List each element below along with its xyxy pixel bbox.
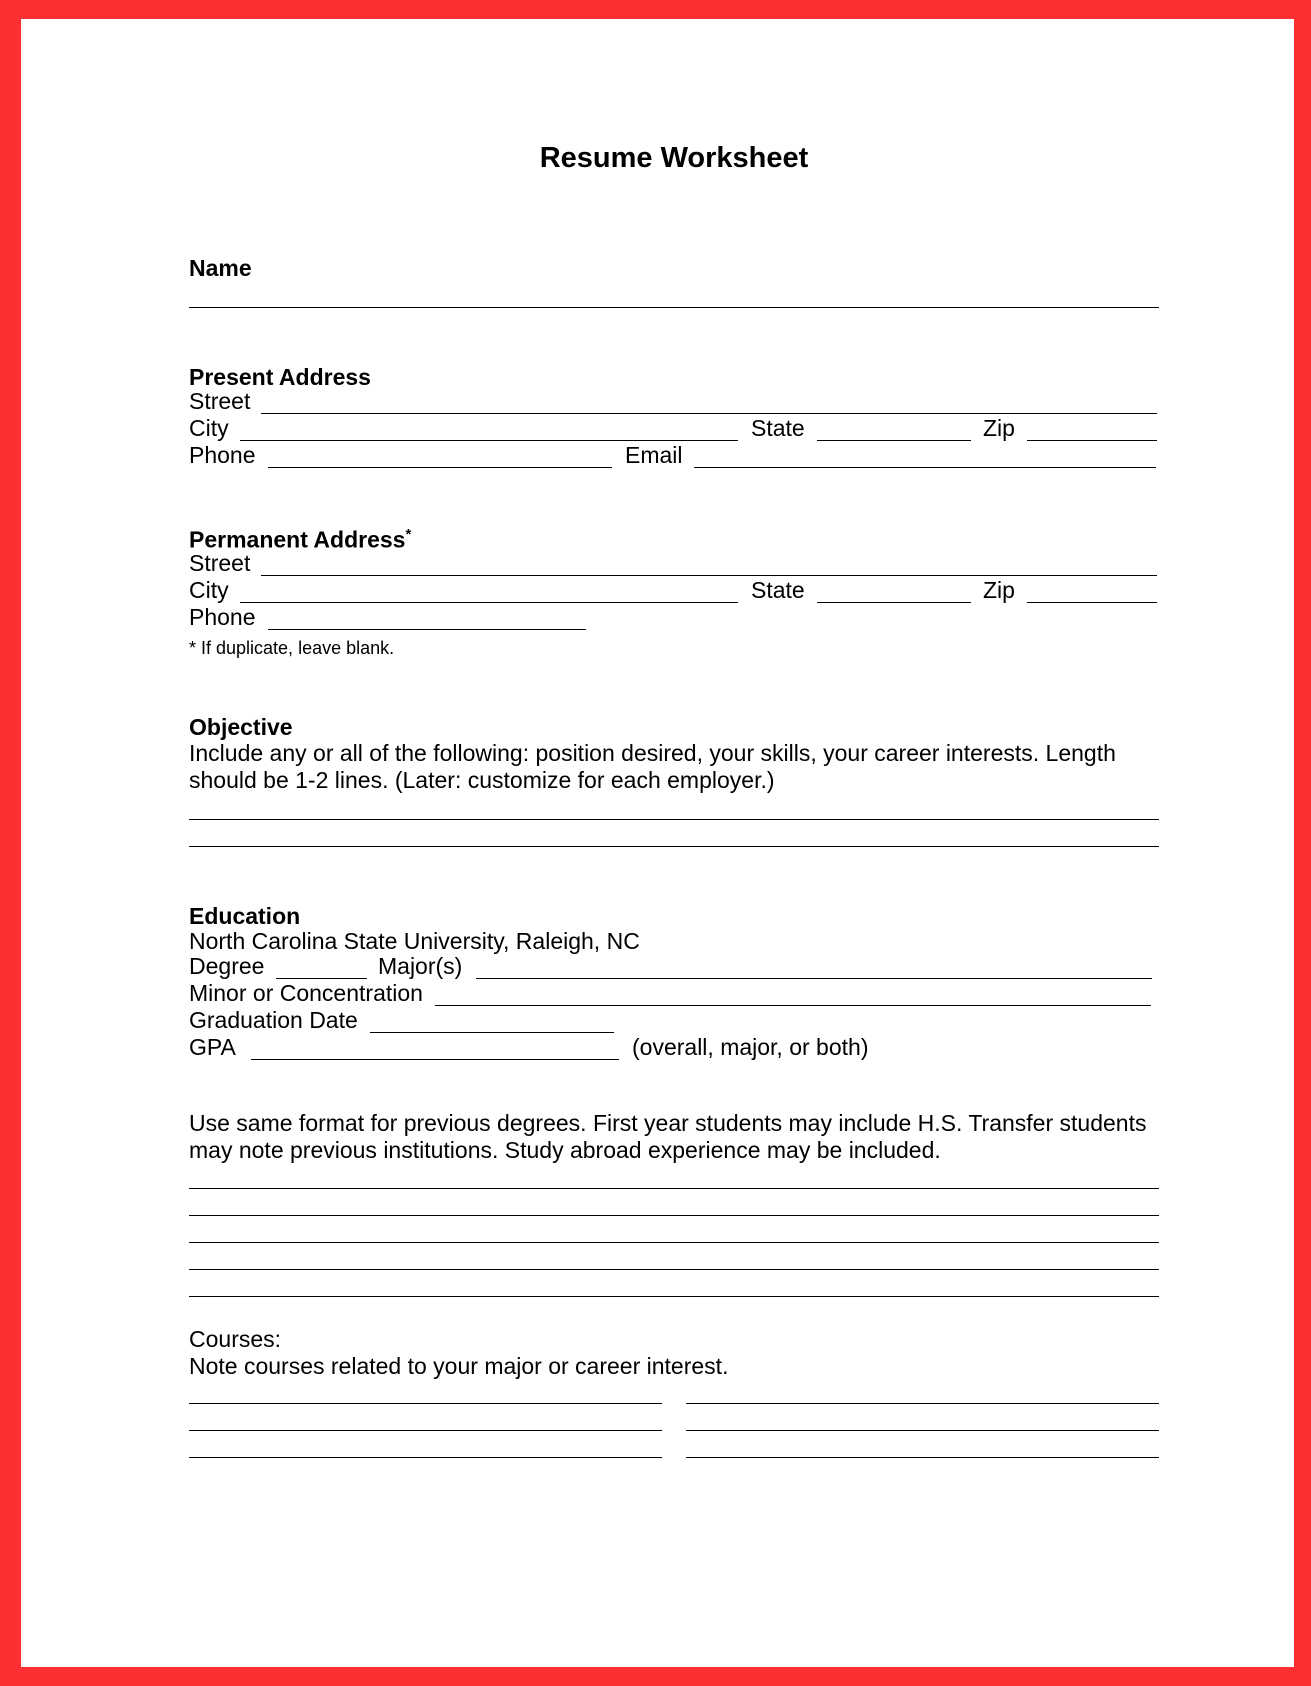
course-field-left[interactable]: [189, 1457, 662, 1458]
present-phone-field[interactable]: [268, 467, 612, 468]
permanent-state-field[interactable]: [817, 602, 971, 603]
course-field-left[interactable]: [189, 1430, 662, 1431]
permanent-zip-field[interactable]: [1027, 602, 1157, 603]
course-field-right[interactable]: [686, 1430, 1159, 1431]
minor-field[interactable]: [435, 1005, 1151, 1006]
course-field-right[interactable]: [686, 1457, 1159, 1458]
permanent-city-label: City: [189, 577, 229, 603]
graduation-date-label: Graduation Date: [189, 1007, 358, 1033]
objective-heading: Objective: [189, 714, 293, 740]
permanent-city-field[interactable]: [240, 602, 738, 603]
courses-note: Note courses related to your major or career interest.: [189, 1353, 729, 1379]
permanent-zip-label: Zip: [983, 577, 1015, 603]
permanent-phone-field[interactable]: [268, 629, 586, 630]
gpa-field[interactable]: [251, 1059, 619, 1060]
degree-label: Degree: [189, 953, 265, 979]
present-email-label: Email: [625, 442, 683, 468]
present-state-field[interactable]: [817, 440, 971, 441]
education-school: North Carolina State University, Raleigh, NC: [189, 928, 640, 954]
minor-label: Minor or Concentration: [189, 980, 423, 1006]
permanent-phone-label: Phone: [189, 604, 256, 630]
present-city-label: City: [189, 415, 229, 441]
present-street-field[interactable]: [261, 413, 1157, 414]
objective-field-line[interactable]: [189, 819, 1159, 820]
objective-instructions-line1: Include any or all of the following: position desired, your skills, your career interests. Length: [189, 740, 1116, 766]
gpa-label: GPA: [189, 1034, 236, 1060]
course-field-right[interactable]: [686, 1403, 1159, 1404]
graduation-date-field[interactable]: [370, 1032, 614, 1033]
present-zip-field[interactable]: [1027, 440, 1157, 441]
education-heading: Education: [189, 903, 301, 929]
present-email-field[interactable]: [694, 467, 1156, 468]
worksheet-page: [21, 19, 1294, 1667]
education-note-line1: Use same format for previous degrees. First year students may include H.S. Transfer students: [189, 1110, 1147, 1136]
majors-label: Major(s): [378, 953, 463, 979]
present-street-label: Street: [189, 388, 251, 414]
permanent-street-label: Street: [189, 550, 251, 576]
present-city-field[interactable]: [240, 440, 738, 441]
permanent-address-heading-text: Permanent Address: [189, 526, 406, 553]
present-zip-label: Zip: [983, 415, 1015, 441]
majors-field[interactable]: [476, 978, 1152, 979]
education-field-line[interactable]: [189, 1215, 1159, 1216]
present-phone-label: Phone: [189, 442, 256, 468]
duplicate-note: * If duplicate, leave blank.: [189, 638, 395, 658]
permanent-state-label: State: [751, 577, 805, 603]
education-field-line[interactable]: [189, 1242, 1159, 1243]
education-field-line[interactable]: [189, 1296, 1159, 1297]
course-field-left[interactable]: [189, 1403, 662, 1404]
present-address-heading: Present Address: [189, 364, 371, 390]
present-state-label: State: [751, 415, 805, 441]
education-field-line[interactable]: [189, 1188, 1159, 1189]
name-field-line[interactable]: [189, 307, 1159, 308]
name-heading: Name: [189, 255, 252, 281]
degree-field[interactable]: [276, 978, 367, 979]
education-field-line[interactable]: [189, 1269, 1159, 1270]
permanent-street-field[interactable]: [261, 575, 1157, 576]
objective-instructions-line2: should be 1-2 lines. (Later: customize for each employer.): [189, 767, 775, 793]
education-note-line2: may note previous institutions. Study abroad experience may be included.: [189, 1137, 941, 1163]
objective-field-line[interactable]: [189, 846, 1159, 847]
gpa-note: (overall, major, or both): [632, 1034, 869, 1060]
page-title: Resume Worksheet: [539, 142, 809, 174]
courses-heading: Courses:: [189, 1326, 282, 1352]
permanent-address-asterisk: *: [405, 526, 412, 543]
